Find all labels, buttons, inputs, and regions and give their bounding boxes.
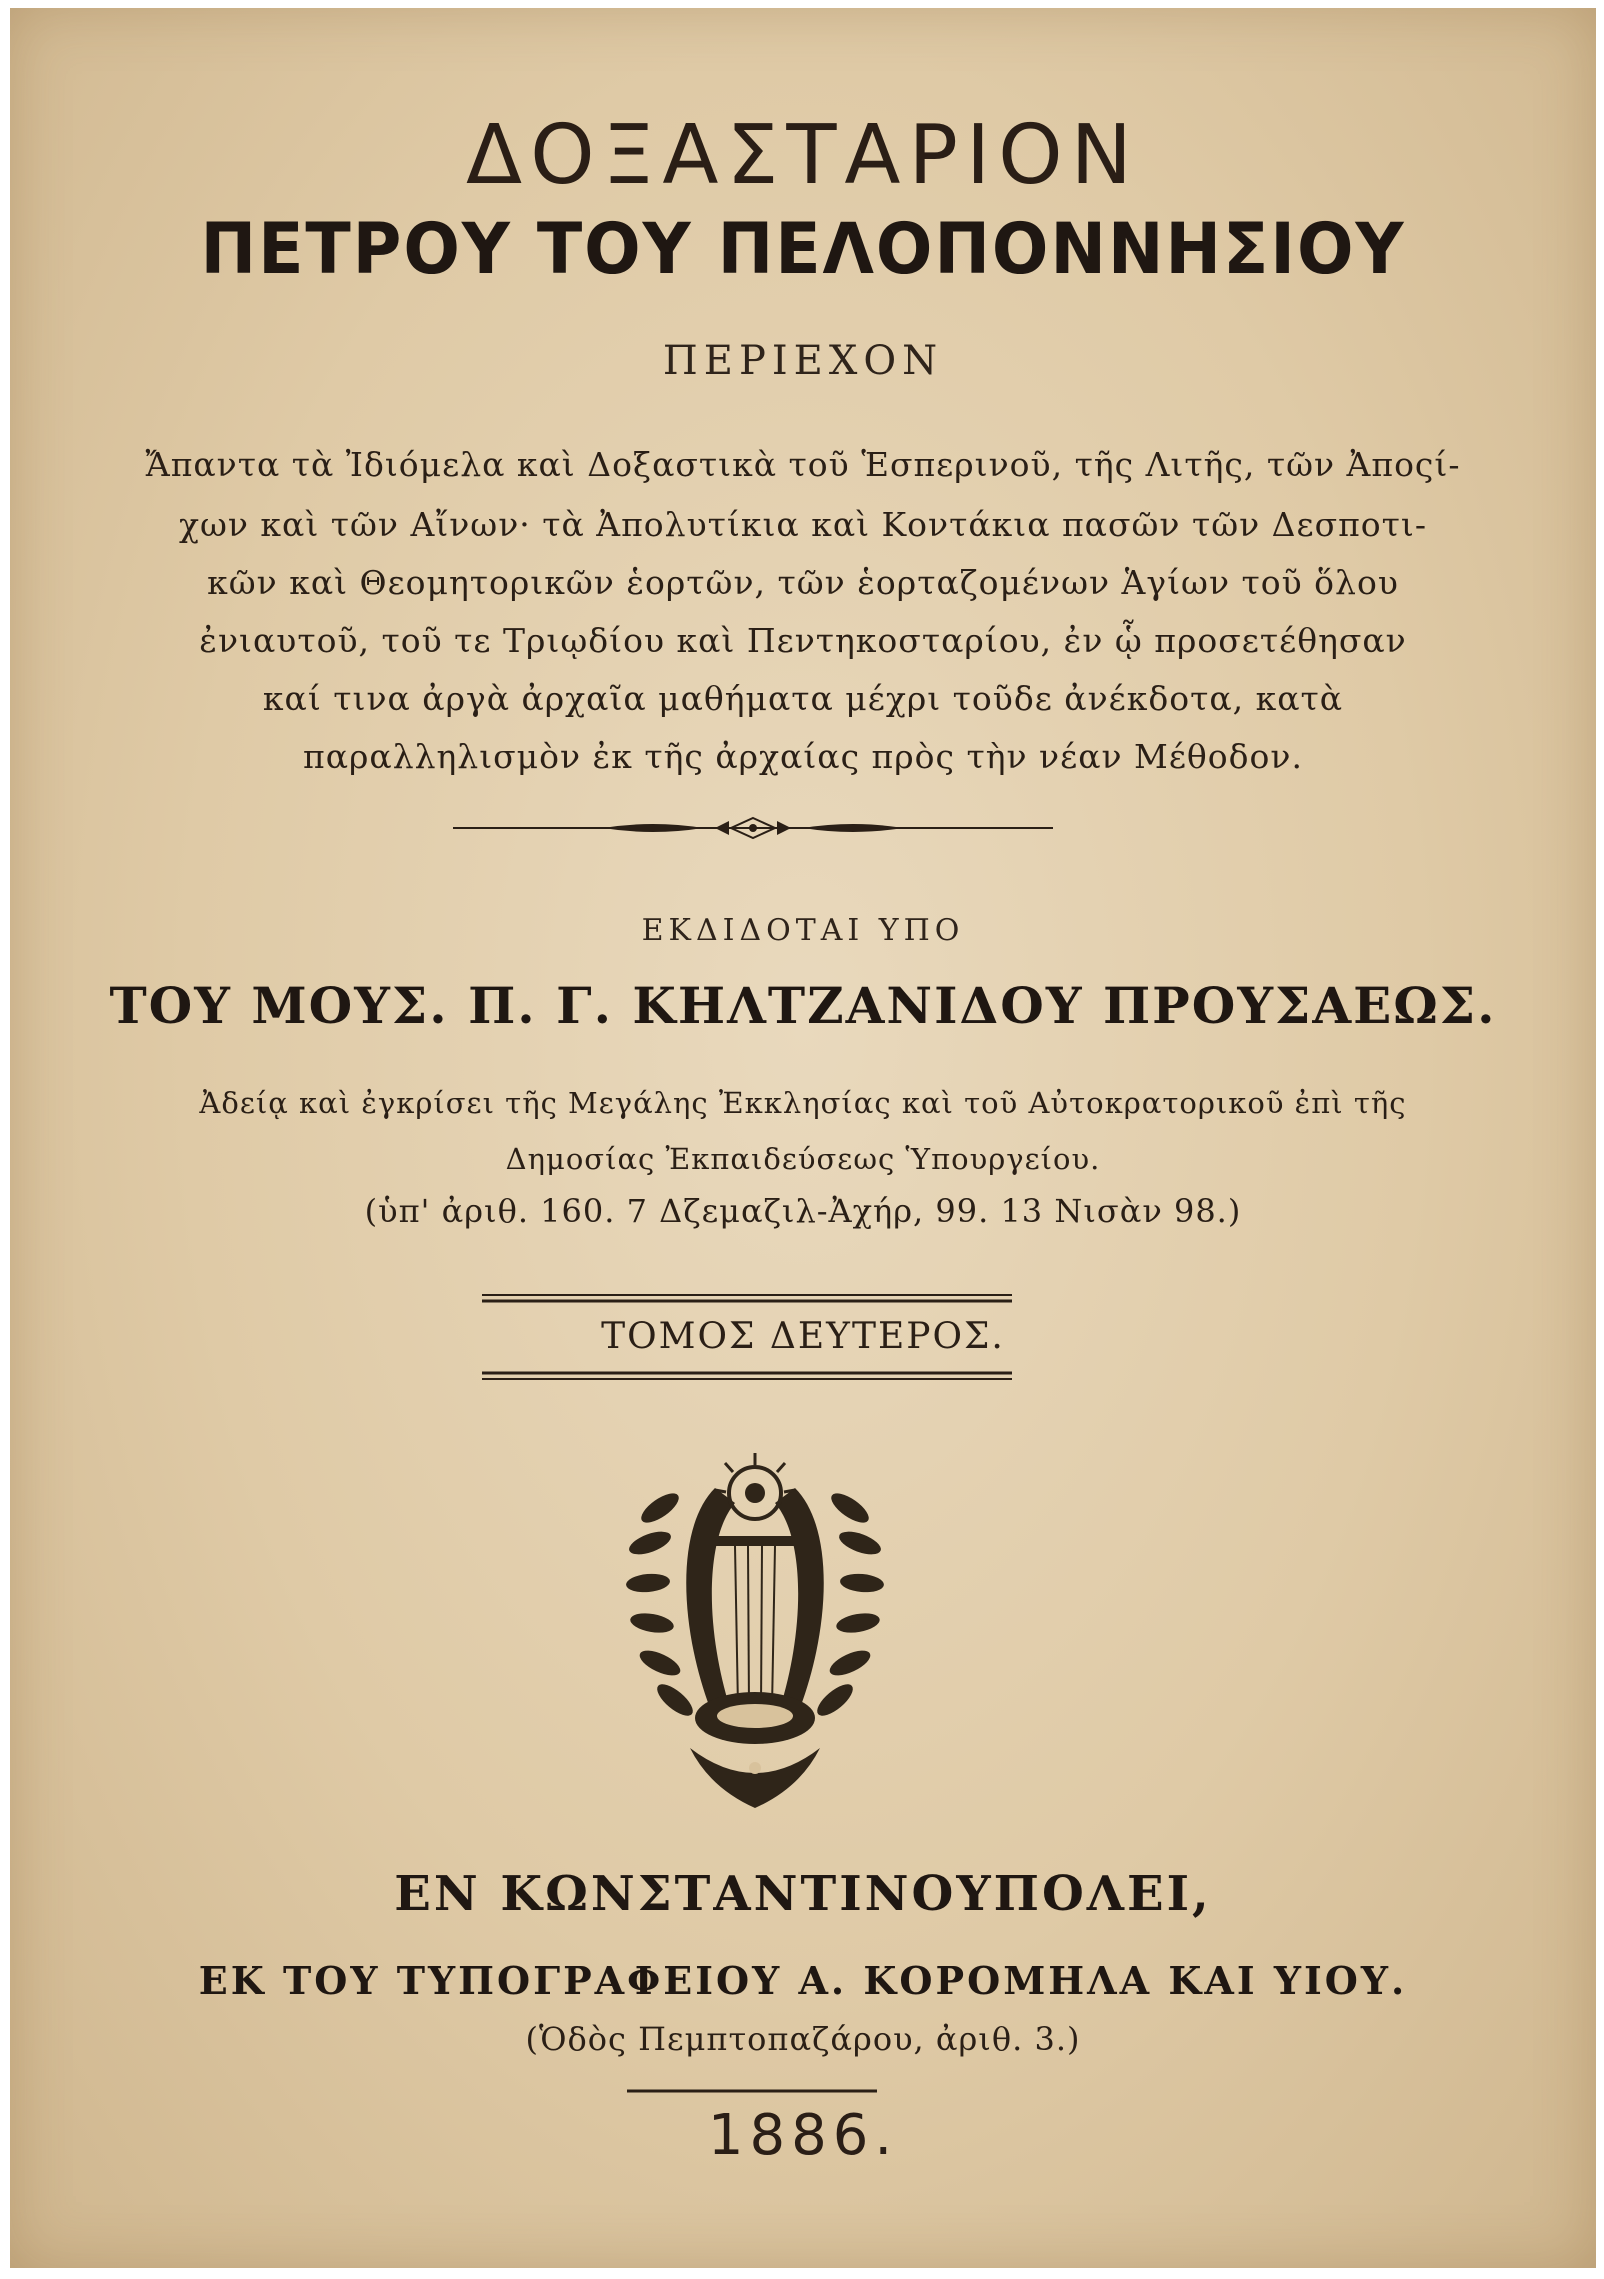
- printer-name: ΕΚ ΤΟΥ ΤΥΠΟΓΡΑΦΕΙΟΥ Α. ΚΟΡΟΜΗΛΑ ΚΑΙ ΥΙΟΥ.: [198, 1958, 1408, 2003]
- description-line: χων καὶ τῶν Αἴνων· τὰ Ἀπολυτίκια καὶ Κοντάκια πασῶν τῶν Δεσποτι-: [178, 505, 1428, 544]
- description-line: κῶν καὶ Θεομητορικῶν ἑορτῶν, τῶν ἑορταζομένων Ἁγίων τοῦ ὅλου: [207, 563, 1399, 602]
- published-by-label: ΕΚΔΙΔΟΤΑΙ ΥΠΟ: [641, 913, 965, 948]
- place-of-publication: ΕΝ ΚΩΝΣΤΑΝΤΙΝΟΥΠΟΛΕΙ,: [394, 1866, 1212, 1922]
- lyre-emblem-icon: [620, 1448, 890, 1818]
- publisher-name: ΤΟΥ ΜΟΥΣ. Π. Γ. ΚΗΛΤΖΑΝΙΔΟΥ ΠΡΟΥΣΑΕΩΣ.: [109, 976, 1497, 1035]
- double-rule-bottom: [482, 1370, 1012, 1382]
- publication-year: 1886.: [707, 2103, 899, 2168]
- ornament-divider-icon: [453, 816, 1053, 840]
- contents-label: ΠΕΡΙΕΧΟΝ: [662, 338, 944, 384]
- description-line: ἐνιαυτοῦ, τοῦ τε Τριῳδίου καὶ Πεντηκοσταρίου, ἐν ᾧ προσετέθησαν: [199, 621, 1407, 660]
- printer-address: (Ὁδὸς Πεμπτοπαζάρου, ἀριθ. 3.): [525, 2020, 1081, 2058]
- description-line: καί τινα ἀργὰ ἀρχαῖα μαθήματα μέχρι τοῦδε ἀνέκδοτα, κατὰ: [262, 679, 1344, 718]
- permit-line: Ἀδείᾳ καὶ ἐγκρίσει τῆς Μεγάλης Ἐκκλησίας καὶ τοῦ Αὐτοκρατορικοῦ ἐπὶ τῆς: [199, 1086, 1407, 1120]
- description-line: Ἄπαντα τὰ Ἰδιόμελα καὶ Δοξαστικὰ τοῦ Ἑσπερινοῦ, τῆς Λιτῆς, τῶν Ἀποςί-: [145, 445, 1461, 484]
- book-title: ΔΟΞΑΣΤΑΡΙΟΝ: [465, 108, 1141, 203]
- permit-line: Δημοσίας Ἐκπαιδεύσεως Ὑπουργείου.: [505, 1142, 1101, 1176]
- description-line: παραλληλισμὸν ἐκ τῆς ἀρχαίας πρὸς τὴν νέαν Μέθοδον.: [303, 737, 1303, 776]
- book-subtitle: ΠΕΤΡΟΥ ΤΟΥ ΠΕΛΟΠΟΝΝΗΣΙΟΥ: [200, 208, 1406, 290]
- title-page: [10, 8, 1596, 2268]
- volume-label: ΤΟΜΟΣ ΔΕΥΤΕΡΟΣ.: [601, 1316, 1005, 1357]
- double-rule-top: [482, 1292, 1012, 1304]
- year-rule: [627, 2088, 877, 2094]
- permit-line: (ὑπ' ἀριθ. 160. 7 Δζεμαζιλ-Ἀχήρ, 99. 13 Νισὰν 98.): [364, 1192, 1242, 1230]
